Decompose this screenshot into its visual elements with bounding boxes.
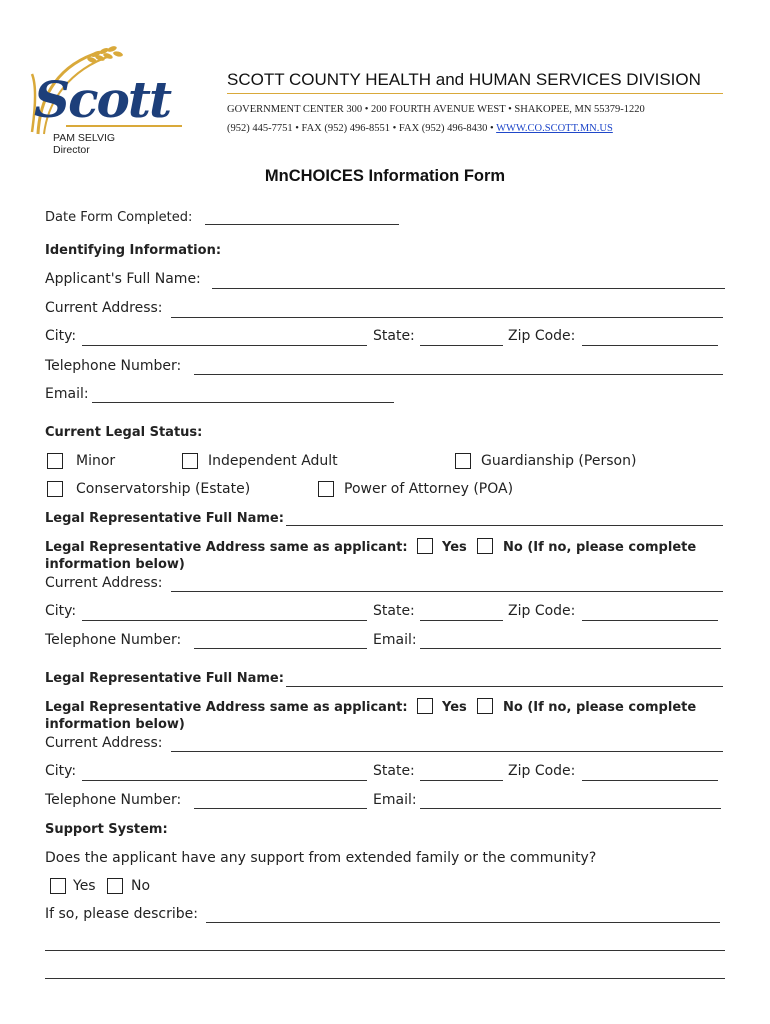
independent-adult-checkbox[interactable] xyxy=(182,453,198,469)
address-line: GOVERNMENT CENTER 300 • 200 FOURTH AVENUE WEST • SHAKOPEE, MN 55379-1220 xyxy=(227,104,645,115)
legal-rep-1-email-label: Email: xyxy=(373,632,417,648)
legal-rep-1-city-label: City: xyxy=(45,603,77,619)
legal-rep-1-address-field[interactable] xyxy=(171,591,723,592)
minor-checkbox[interactable] xyxy=(47,453,63,469)
current-address-label: Current Address: xyxy=(45,300,163,316)
legal-rep-2-email-field[interactable] xyxy=(420,808,721,809)
legal-rep-2-email-label: Email: xyxy=(373,792,417,808)
legal-rep-1-info-below: information below) xyxy=(45,557,185,572)
legal-rep-1-email-field[interactable] xyxy=(420,648,721,649)
legal-rep-2-yes-label: Yes xyxy=(442,700,467,715)
conservatorship-label: Conservatorship (Estate) xyxy=(76,481,251,497)
support-question: Does the applicant have any support from extended family or the community? xyxy=(45,850,597,866)
date-completed-field[interactable] xyxy=(205,224,399,225)
poa-label: Power of Attorney (POA) xyxy=(344,481,514,497)
legal-rep-1-address-label: Current Address: xyxy=(45,575,163,591)
phone-fax-line xyxy=(227,123,613,134)
city-label: City: xyxy=(45,328,77,344)
legal-rep-2-name-field[interactable] xyxy=(286,686,723,687)
legal-rep-2-telephone-label: Telephone Number: xyxy=(45,792,182,808)
support-describe-field-2[interactable] xyxy=(45,950,725,951)
current-address-field[interactable] xyxy=(171,317,723,318)
legal-rep-1-yes-label: Yes xyxy=(442,540,467,555)
independent-adult-label: Independent Adult xyxy=(208,453,338,469)
org-title: SCOTT COUNTY HEALTH and HUMAN SERVICES DIVISION xyxy=(227,70,701,89)
legal-rep-2-no-checkbox[interactable] xyxy=(477,698,493,714)
full-name-field[interactable] xyxy=(212,288,725,289)
form-title: MnCHOICES Information Form xyxy=(264,167,506,185)
email-label: Email: xyxy=(45,386,89,402)
legal-rep-2-city-field[interactable] xyxy=(82,780,367,781)
legal-rep-2-state-field[interactable] xyxy=(420,780,503,781)
support-no-label: No xyxy=(131,878,151,894)
guardianship-checkbox[interactable] xyxy=(455,453,471,469)
director-title: Director xyxy=(53,144,90,156)
legal-rep-1-name-field[interactable] xyxy=(286,525,723,526)
email-field[interactable] xyxy=(92,402,394,403)
telephone-field[interactable] xyxy=(194,374,723,375)
legal-rep-1-no-label: No (If no, please complete xyxy=(503,540,697,555)
legal-rep-2-name-label: Legal Representative Full Name: xyxy=(45,671,284,686)
phone-fax-text: (952) 445-7751 • FAX (952) 496-8551 • FAX (952) 496-8430 • xyxy=(227,123,494,134)
state-field[interactable] xyxy=(420,345,503,346)
legal-rep-2-info-below: information below) xyxy=(45,717,185,732)
support-heading: Support System: xyxy=(45,822,168,837)
legal-rep-1-yes-checkbox[interactable] xyxy=(417,538,433,554)
legal-rep-1-zip-label: Zip Code: xyxy=(508,603,576,619)
legal-rep-1-no-checkbox[interactable] xyxy=(477,538,493,554)
conservatorship-checkbox[interactable] xyxy=(47,481,63,497)
legal-rep-2-city-label: City: xyxy=(45,763,77,779)
support-describe-field-1[interactable] xyxy=(206,922,720,923)
minor-label: Minor xyxy=(76,453,116,469)
support-yes-label: Yes xyxy=(73,878,96,894)
legal-rep-1-city-field[interactable] xyxy=(82,620,367,621)
legal-rep-2-same-address-label: Legal Representative Address same as applicant: xyxy=(45,700,408,715)
support-describe-label: If so, please describe: xyxy=(45,906,198,922)
date-completed-label: Date Form Completed: xyxy=(45,210,193,225)
legal-status-heading: Current Legal Status: xyxy=(45,425,203,440)
state-label: State: xyxy=(373,328,415,344)
legal-rep-2-yes-checkbox[interactable] xyxy=(417,698,433,714)
legal-rep-1-state-label: State: xyxy=(373,603,415,619)
legal-rep-2-state-label: State: xyxy=(373,763,415,779)
legal-rep-1-zip-field[interactable] xyxy=(582,620,718,621)
telephone-label: Telephone Number: xyxy=(45,358,182,374)
poa-checkbox[interactable] xyxy=(318,481,334,497)
legal-rep-2-telephone-field[interactable] xyxy=(194,808,367,809)
guardianship-label: Guardianship (Person) xyxy=(481,453,637,469)
logo-wordmark: Scott xyxy=(34,70,171,129)
legal-rep-2-address-field[interactable] xyxy=(171,751,723,752)
legal-rep-1-state-field[interactable] xyxy=(420,620,503,621)
zip-label: Zip Code: xyxy=(508,328,576,344)
website-link[interactable]: WWW.CO.SCOTT.MN.US xyxy=(496,123,613,134)
legal-rep-2-address-label: Current Address: xyxy=(45,735,163,751)
support-no-checkbox[interactable] xyxy=(107,878,123,894)
support-describe-field-3[interactable] xyxy=(45,978,725,979)
director-name: PAM SELVIG xyxy=(53,132,116,144)
support-yes-checkbox[interactable] xyxy=(50,878,66,894)
legal-rep-2-zip-field[interactable] xyxy=(582,780,718,781)
legal-rep-1-telephone-field[interactable] xyxy=(194,648,367,649)
scott-county-logo xyxy=(30,44,190,140)
full-name-label: Applicant's Full Name: xyxy=(45,271,201,287)
legal-rep-1-same-address-label: Legal Representative Address same as applicant: xyxy=(45,540,408,555)
zip-field[interactable] xyxy=(582,345,718,346)
legal-rep-2-no-label: No (If no, please complete xyxy=(503,700,697,715)
identifying-heading: Identifying Information: xyxy=(45,243,222,258)
header-divider xyxy=(227,93,723,94)
legal-rep-2-zip-label: Zip Code: xyxy=(508,763,576,779)
legal-rep-1-name-label: Legal Representative Full Name: xyxy=(45,511,284,526)
legal-rep-1-telephone-label: Telephone Number: xyxy=(45,632,182,648)
city-field[interactable] xyxy=(82,345,367,346)
